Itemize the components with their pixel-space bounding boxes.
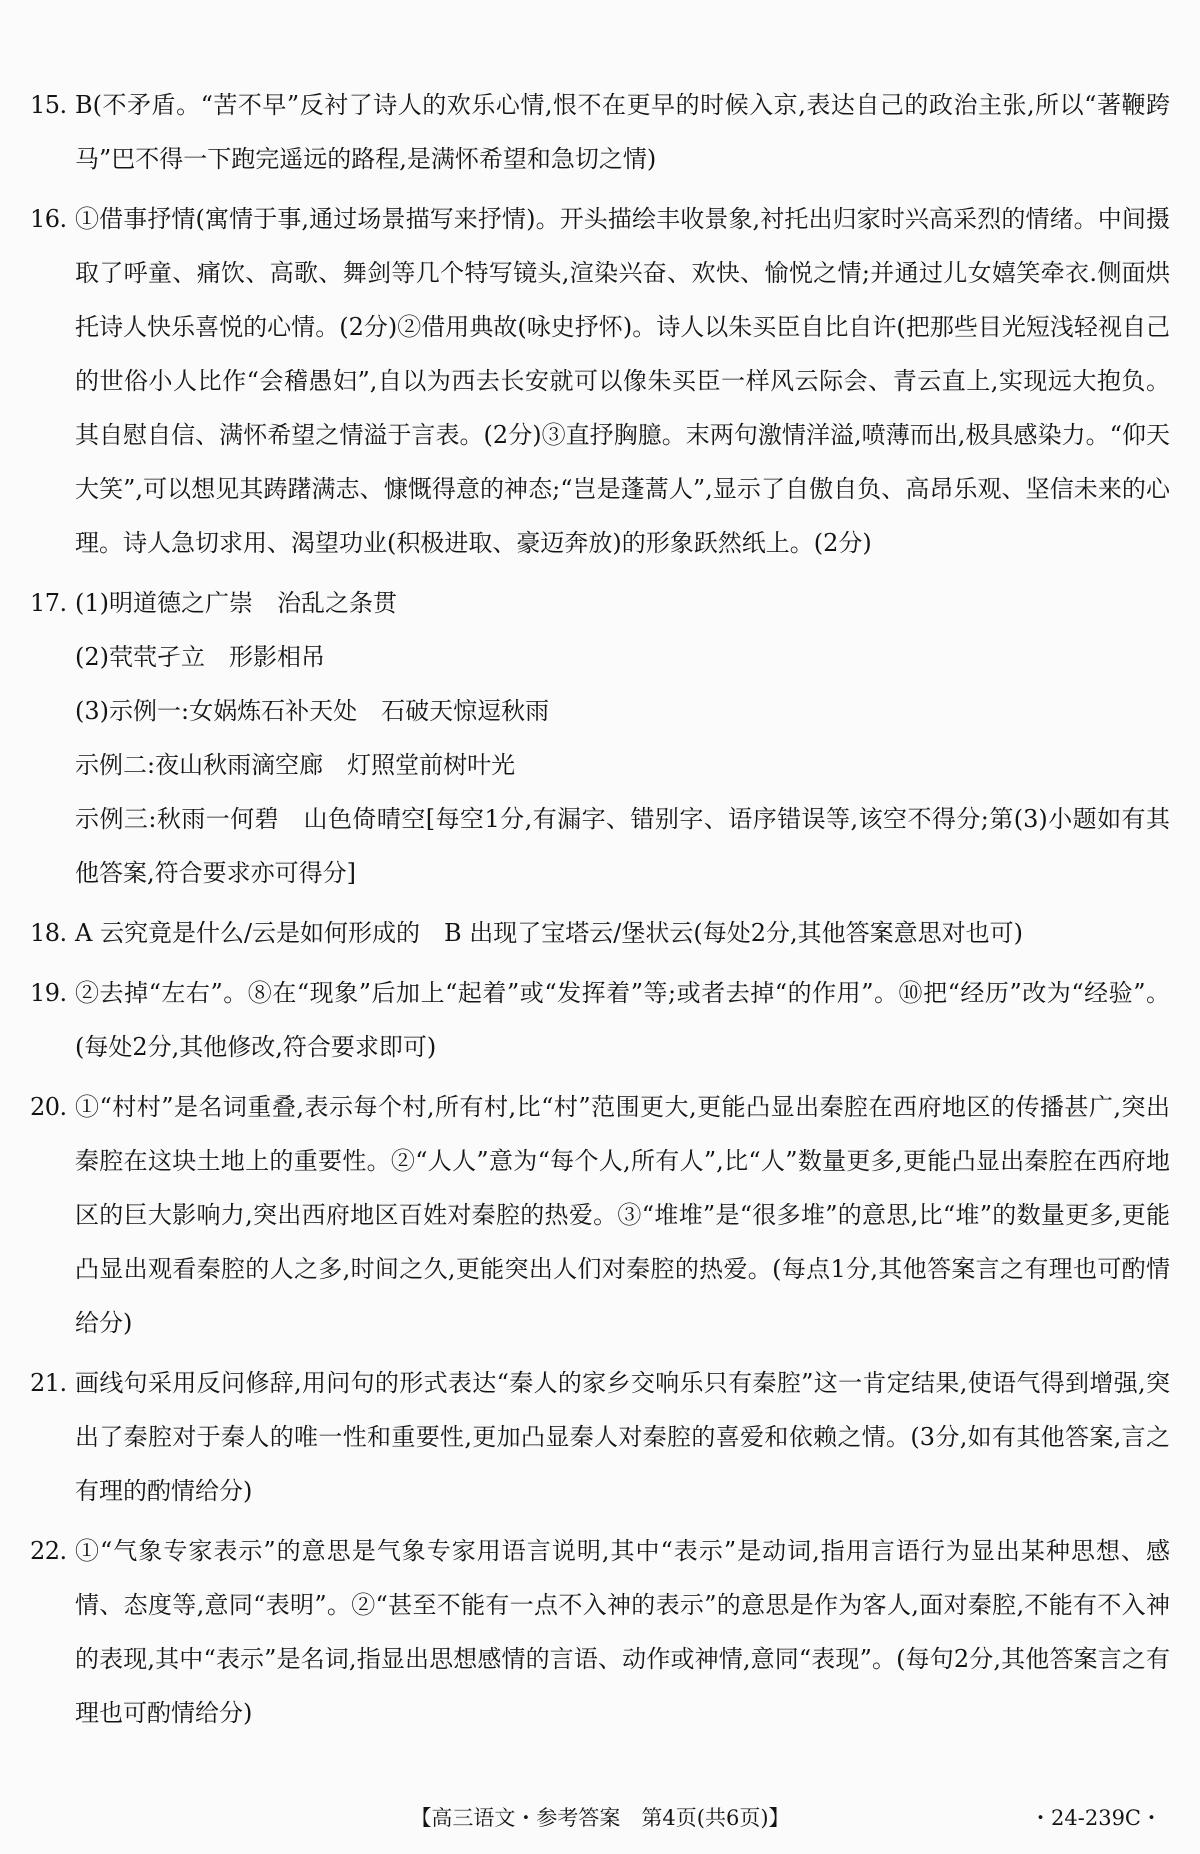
question-number: 15. bbox=[30, 91, 67, 119]
answer-item-16 bbox=[30, 192, 1170, 570]
footer-page-info: 【高三语文・参考答案 第4页(共6页)】 bbox=[410, 1806, 790, 1830]
question-number: 19. bbox=[30, 979, 67, 1007]
answer-item-19 bbox=[30, 966, 1170, 1074]
answer-item-21 bbox=[30, 1356, 1170, 1518]
answer-item-15 bbox=[30, 78, 1170, 186]
answer-text: ①“村村”是名词重叠,表示每个村,所有村,比“村”范围更大,更能凸显出秦腔在西府地区的传播甚广,突出秦腔在这块土地上的重要性。②“人人”意为“每个人,所有人”,比“人”数量更多,更能凸显出秦腔在西府地区的巨大影响力,突出西府地区百姓对秦腔的热爱。③“堆堆”是“很多堆”的意思,比“堆”的数量更多,更能凸显出观看秦腔的人之多,时间之久,更能突出人们对秦腔的热爱。(每点1分,其他答案言之有理也可酌情给分) bbox=[75, 1093, 1170, 1337]
answer-item-18 bbox=[30, 906, 1170, 960]
answer-line-1: (1)明道德之广崇 治乱之条贯 bbox=[75, 589, 397, 617]
answer-example-2: 示例二:夜山秋雨滴空廊 灯照堂前树叶光 bbox=[75, 751, 516, 779]
question-number: 17. bbox=[30, 589, 67, 617]
answer-line-2: (2)茕茕孑立 形影相吊 bbox=[75, 643, 325, 671]
answer-text: A 云究竟是什么/云是如何形成的 B 出现了宝塔云/堡状云(每处2分,其他答案意思对也可) bbox=[75, 919, 1024, 947]
answer-text: ②去掉“左右”。⑧在“现象”后加上“起着”或“发挥着”等;或者去掉“的作用”。⑩把“经历”改为“经验”。(每处2分,其他修改,符合要求即可) bbox=[75, 979, 1170, 1061]
answer-text: B(不矛盾。“苦不早”反衬了诗人的欢乐心情,恨不在更早的时候入京,表达自己的政治主张,所以“著鞭跨马”巴不得一下跑完遥远的路程,是满怀希望和急切之情) bbox=[75, 91, 1170, 173]
answer-text: 画线句采用反问修辞,用问句的形式表达“秦人的家乡交响乐只有秦腔”这一肯定结果,使语气得到增强,突出了秦腔对于秦人的唯一性和重要性,更加凸显秦人对秦腔的喜爱和依赖之情。(3分,如有其他答案,言之有理的酌情给分) bbox=[75, 1369, 1170, 1505]
question-number: 16. bbox=[30, 205, 67, 233]
answer-line-3: (3)示例一:女娲炼石补天处 石破天惊逗秋雨 bbox=[75, 697, 550, 725]
answer-example-3: 示例三:秋雨一何碧 山色倚晴空[每空1分,有漏字、错别字、语序错误等,该空不得分;第(3)小题如有其他答案,符合要求亦可得分] bbox=[75, 805, 1170, 887]
question-number: 20. bbox=[30, 1093, 67, 1121]
question-number: 18. bbox=[30, 919, 67, 947]
question-number: 21. bbox=[30, 1369, 67, 1397]
answer-item-17 bbox=[30, 576, 1170, 900]
answer-text: ①“气象专家表示”的意思是气象专家用语言说明,其中“表示”是动词,指用言语行为显出某种思想、感情、态度等,意同“表明”。②“甚至不能有一点不入神的表示”的意思是作为客人,面对秦腔,不能有不入神的表现,其中“表示”是名词,指显出思想感情的言语、动作或神情,意同“表现”。(每句2分,其他答案言之有理也可酌情给分) bbox=[75, 1537, 1170, 1727]
answer-list bbox=[30, 78, 1170, 1746]
page-footer bbox=[0, 1798, 1200, 1838]
footer-doc-code: ・24-239C・ bbox=[1030, 1806, 1162, 1830]
answer-text: ①借事抒情(寓情于事,通过场景描写来抒情)。开头描绘丰收景象,衬托出归家时兴高采烈的情绪。中间摄取了呼童、痛饮、高歌、舞剑等几个特写镜头,渲染兴奋、欢快、愉悦之情;并通过儿女嬉笑牵衣.侧面烘托诗人快乐喜悦的心情。(2分)②借用典故(咏史抒怀)。诗人以朱买臣自比自许(把那些目光短浅轻视自己的世俗小人比作“会稽愚妇”,自以为西去长安就可以像朱买臣一样风云际会、青云直上,实现远大抱负。其自慰自信、满怀希望之情溢于言表。(2分)③直抒胸臆。末两句激情洋溢,喷薄而出,极具感染力。“仰天大笑”,可以想见其踌躇满志、慷慨得意的神态;“岂是蓬蒿人”,显示了自傲自负、高昂乐观、坚信未来的心理。诗人急切求用、渴望功业(积极进取、豪迈奔放)的形象跃然纸上。(2分) bbox=[75, 205, 1170, 557]
answer-item-22 bbox=[30, 1524, 1170, 1740]
answer-item-20 bbox=[30, 1080, 1170, 1350]
question-number: 22. bbox=[30, 1537, 67, 1565]
